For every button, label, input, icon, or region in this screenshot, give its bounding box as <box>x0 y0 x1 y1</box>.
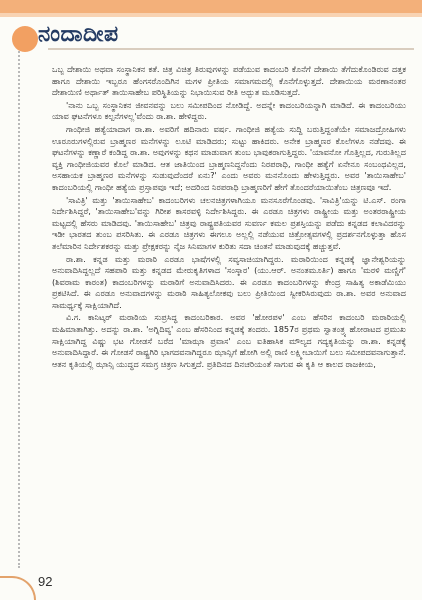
book-title: ನಂದಾದೀಪ <box>38 22 119 47</box>
paragraph: ರಾ.ಶಾ. ಕನ್ನಡ ಮತ್ತು ಮರಾಠಿ ಎರಡೂ ಭಾಷೆಗಳಲ್ಲಿ ಸವ್ಯಸಾಚಿಯಾಗಿದ್ದರು. ಮರಾಠಿಯಿಂದ ಕನ್ನಡಕ್ಕೆ ಜ್ಞಾನೇಶ್ವರಿಯನ್ನು ಅನುವಾದಿಸಿದ್ದಲ್ಲದೆ ಸಹಪಾಠಿ ಮತ್ತು ಕನ್ನಡದ ಮೇರುಕೃತಿಗಳಾದ 'ಸಂಸ್ಕಾರ' (ಯು.ಆರ್. ಅನಂತಮೂರ್ತಿ) ಹಾಗೂ 'ಮರಳಿ ಮಣ್ಣಿಗೆ' (ಶಿವರಾಮ ಕಾರಂತ) ಕಾದಂಬರಿಗಳನ್ನು ಮರಾಠಿಗೆ ಅನುವಾದಿಸಿದರು. ಈ ಎರಡೂ ಕಾದಂಬರಿಗಳನ್ನು ಕೇಂದ್ರ ಸಾಹಿತ್ಯ ಅಕಾಡೆಮಿಯು ಪ್ರಕಟಿಸಿದೆ. ಈ ಎರಡೂ ಅನುವಾದಗಳನ್ನು ಮರಾಠಿ ಸಾಹಿತ್ಯಲೋಕವು ಬಲು ಪ್ರೀತಿಯಿಂದ ಸ್ವೀಕರಿಸಿರುವುದು ರಾ.ಶಾ. ಅವರ ಅನುವಾದ ಸಾಮರ್ಥ್ಯಕ್ಕೆ ಸಾಕ್ಷಿಯಾಗಿದೆ. <box>52 253 406 310</box>
page-number: 92 <box>38 574 53 589</box>
paragraph: ಗಾಂಧೀಜಿ ಹತ್ಯೆಯಾದಾಗ ರಾ.ಶಾ. ಅವರಿಗೆ ಹದಿನಾರು ವರ್ಷ. ಗಾಂಧೀಜಿ ಹತ್ಯೆಯ ಸುದ್ದಿ ಬರುತ್ತಿದ್ದಂತೆಯೇ ಸಮಾಜದ್ರೋಹಿಗಳು ಊರೂರುಗಳಲ್ಲಿರುವ ಬ್ರಾಹ್ಮಣರ ಮನೆಗಳನ್ನು ಲೂಟಿ ಮಾಡಿದರು; ಸುಟ್ಟು ಹಾಕಿದರು. ಅನೇಕ ಬ್ರಾಹ್ಮಣರ ಕೊಲೆಗಳೂ ನಡೆದವು. ಈ ಘಟನೆಗಳನ್ನು ಕಣ್ಣಾರೆ ಕಂಡಿದ್ದ ರಾ.ಶಾ. ಅವುಗಳನ್ನು ಕಥನ ಮಾಡುವಾಗ ತುಂಬ ಭಾವುಕರಾಗುತ್ತಿದ್ದರು. 'ಯಾವನೋ ಗೊತ್ತಿಲ್ಲದ, ಗುರುತಿಲ್ಲದ ವ್ಯಕ್ತಿ ಗಾಂಧೀಜಿಯವರ ಕೊಲೆ ಮಾಡಿದ. ಆತ ಜಾತಿಯಿಂದ ಬ್ರಾಹ್ಮಣನಿದ್ದನೆಂದು ನಿರಪರಾಧಿ, ಗಾಂಧೀ ಹತ್ಯೆಗೆ ಏನೇನೂ ಸಂಬಂಧವಿಲ್ಲದ, ಅಸಹಾಯಕ ಬ್ರಾಹ್ಮಣರ ಮನೆಗಳನ್ನು ಸುಡುವುದೆಂದರೆ ಏನು?' ಎಂದು ಅವರು ಮನನೊಂದು ಹೇಳುತ್ತಿದ್ದರು. ಅವರ 'ತಾಯಿಸಾಹೇಬ' ಕಾದಂಬರಿಯಲ್ಲಿ ಗಾಂಧೀ ಹತ್ಯೆಯ ಪ್ರಸ್ತಾಪವೂ ಇದೆ; ಅದರಿಂದ ನಿರಪರಾಧಿ ಬ್ರಾಹ್ಮಣರಿಗೆ ಹೇಗೆ ತೊಂದರೆಯಾಯಿತೆಂಬ ಚಿತ್ರಣವೂ ಇದೆ. <box>52 123 406 192</box>
header-rule <box>48 48 414 50</box>
paragraph: 'ಸಾವಿತ್ರಿ' ಮತ್ತು 'ತಾಯಿಸಾಹೇಬ' ಕಾದಂಬರಿಗಳು ಚಲನಚಿತ್ರಗಳಾಗಿಯೂ ಮನಸೂರೆಗೊಂಡವು. 'ಸಾವಿತ್ರಿ'ಯನ್ನು ಟಿ.ಎಸ್. ರಂಗಾ ನಿರ್ದೇಶಿಸಿದ್ದರೆ, 'ತಾಯಿಸಾಹೇಬ'ವನ್ನು ಗಿರೀಶ ಕಾಸರವಳ್ಳಿ ನಿರ್ದೇಶಿಸಿದ್ದರು. ಈ ಎರಡೂ ಚಿತ್ರಗಳು ರಾಷ್ಟ್ರೀಯ ಮತ್ತು ಅಂತರರಾಷ್ಟ್ರೀಯ ಮಟ್ಟದಲ್ಲಿ ಹೆಸರು ಮಾಡಿದವು. 'ತಾಯಿಸಾಹೇಬ' ಚಿತ್ರವು ರಾಷ್ಟ್ರಪತಿಯವರ ಸುವರ್ಣ ಕಮಲ ಪ್ರಶಸ್ತಿಯನ್ನು ಪಡೆದು ಕನ್ನಡದ ಕಲಾವಿದರನ್ನು ಇಡೀ ಭಾರತದ ತುಂಬ ಪಸರಿಸಿತು. ಈ ಎರಡೂ ಚಿತ್ರಗಳು ಈಗಲೂ ಅಲ್ಲಲ್ಲಿ ನಡೆಯುವ ಚಿತ್ರೋತ್ಸವಗಳಲ್ಲಿ ಪ್ರದರ್ಶನಗೊಳ್ಳುತ್ತಾ ಹೊಸ ತಲೆಮಾರಿನ ನಿರ್ದೇಶಕರನ್ನು ಮತ್ತು ಪ್ರೇಕ್ಷಕರನ್ನು ನೈಜ ಸಿನಿಮಾಗಳ ಕುರಿತು ಸದಾ ಚಿಂತನೆ ಮಾಡುವುದಕ್ಕೆ ಹಚ್ಚುತ್ತವೆ. <box>52 194 406 251</box>
footer-arc-decoration <box>0 576 36 600</box>
paragraph: 'ನಾನು ಒಬ್ಬ ಸಂಸ್ಥಾನಿಕನ ಜೀವನವನ್ನು ಬಲು ಸಮೀಪದಿಂದ ನೋಡಿದ್ದೆ. ಅದನ್ನೇ ಕಾದಂಬರಿಯನ್ನಾಗಿ ಮಾಡಿದೆ. ಈ ಕಾದಂಬರಿಯು ಯಾವ ಘಟನೆಗಳೂ ಕಲ್ಪನೆಗಳಲ್ಲ'ವೆಂದು ರಾ.ಶಾ. ಹೇಳಿದ್ದರು. <box>52 99 406 122</box>
body-text <box>52 64 406 371</box>
header-circle-icon <box>12 26 38 52</box>
paragraph: ಒಬ್ಬ ದೇಶಾಯಿ ಅಥವಾ ಸಂಸ್ಥಾನಿಕನ ಕತೆ. ಚಿತ್ರ ವಿಚಿತ್ರ ತಿರುವುಗಳನ್ನು ಪಡೆಯುವ ಕಾದಂಬರಿ ಕೊನೆಗೆ ದೇಶಾಯಿ ತೆಗೆದುಕೊಂಡಿರುವ ದತ್ತಕ ಹಾಗೂ ದೇಶಾಯಿ ಇಬ್ಬರೂ ಹೆಂಗಸರೊಂದಿಗಿನ ಮಗಳ ಪ್ರೀತಿಯ ಸಮಾಗಮದಲ್ಲಿ ಕೊನೆಗೊಳ್ಳುತ್ತದೆ. ದೇಶಾಯಿಯ ಮರಣಾನಂತರ ದೇಶಾಯಿಣಿ ಅರ್ಥಾತ್ ತಾಯಿಸಾಹೇಬ ಪರಿಸ್ಥಿತಿಯನ್ನು ನಿಭಾಯಿಸುವ ರೀತಿ ಅದ್ಭುತ ಮೂಡಿಸುತ್ತದೆ. <box>52 64 406 98</box>
paragraph: ವಿ.ಗ. ಕಾನಿಟ್ಕರ್ ಮರಾಠಿಯ ಸುಪ್ರಸಿದ್ಧ ಕಾದಂಬರಿಕಾರ. ಅವರ 'ಹೋರಪಳ' ಎಂಬ ಹೆಸರಿನ ಕಾದಂಬರಿ ಮರಾಠಿಯಲ್ಲಿ ಮಹಿಮಾತಾಗಿತ್ತು. ಅದನ್ನು ರಾ.ಶಾ. 'ಅಗ್ನಿದಿವ್ಯ' ಎಂಬ ಹೆಸರಿನಿಂದ ಕನ್ನಡಕ್ಕೆ ತಂದರು. 1857ರ ಪ್ರಥಮ ಸ್ವಾತಂತ್ರ್ಯ ಹೋರಾಟದ ಪ್ರಮುಖ ಸಾಕ್ಷಿಯಾಗಿದ್ದ ವಿಷ್ಣು ಭಟ ಗೋಡಸೆ ಬರೆದ 'ಮಾಝಾ ಪ್ರವಾಸ' ಎಂಬ ಐತಿಹಾಸಿಕ ಮೌಲ್ಯದ ಗದ್ಯಕೃತಿಯನ್ನು ರಾ.ಶಾ. ಕನ್ನಡಕ್ಕೆ ಅನುವಾದಿಸಿದ್ದಾರೆ. ಈ ಗೋಡಸೆ ರಾಷ್ಟ್ರಗಿರಿ ಭಾಗದವನಾಗಿದ್ದರೂ ಝಾನ್ಸಿಗೆ ಹೋಗಿ ಅಲ್ಲಿ ರಾಣಿ ಲಕ್ಷ್ಮೀಬಾಯಿಗೆ ಬಲು ಸಮೀಪದವನಾಗುತ್ತಾನೆ. ಆತನ ಕೃತಿಯಲ್ಲಿ ಝಾನ್ಸಿ ಯುದ್ಧದ ಸಮಗ್ರ ಚಿತ್ರಣ ಸಿಗುತ್ತದೆ. ಪ್ರತಿದಿನದ ದಿನಚರಿಯಂತೆ ಸಾಗುವ ಈ ಕೃತಿ ಆ ಕಾಲದ ರಾಜಕೀಯ, <box>52 312 406 369</box>
top-color-band <box>0 0 422 13</box>
binding-dots <box>18 28 32 568</box>
top-color-band-fade <box>0 13 422 17</box>
